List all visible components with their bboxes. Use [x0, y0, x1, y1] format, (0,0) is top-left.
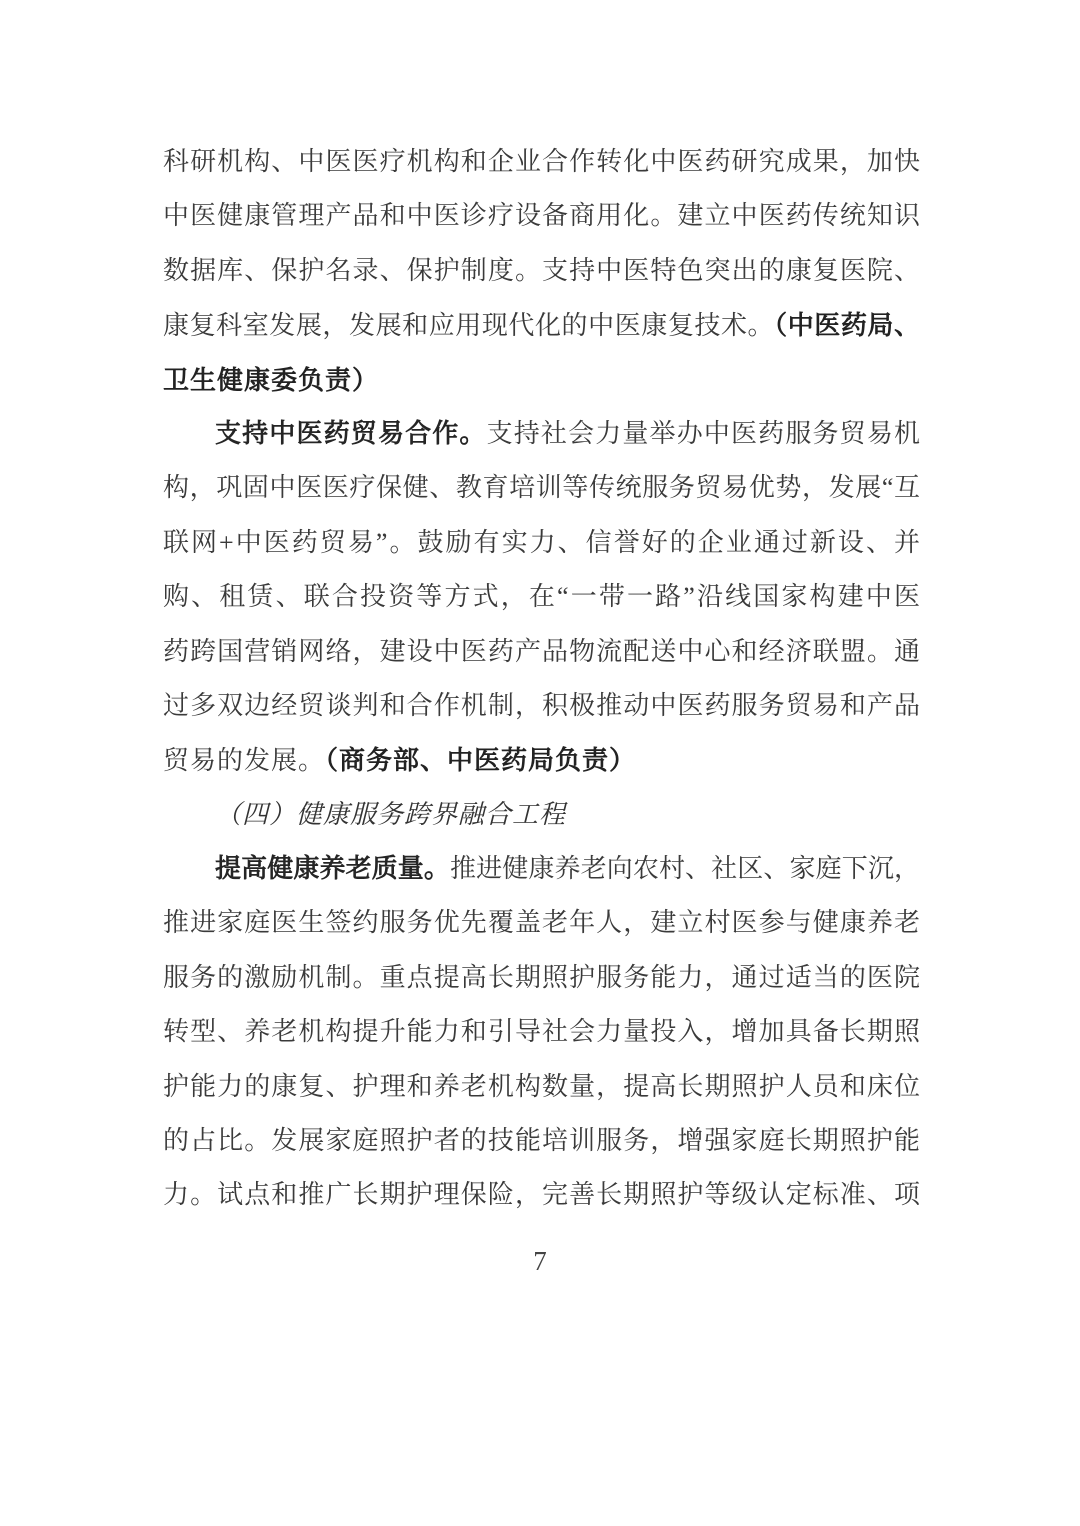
- body-text: 服务的激励机制。重点提高长期照护服务能力，通过适当的医院: [163, 962, 920, 992]
- body-text: 构，巩固中医医疗保健、教育培训等传统服务贸易优势，发展“互: [163, 473, 920, 503]
- text-line: [163, 733, 920, 787]
- text-line: [163, 570, 920, 624]
- text-line: [163, 951, 920, 1005]
- text-line: [163, 1005, 920, 1059]
- section-heading: [163, 788, 920, 842]
- body-text: 贸易的发展。: [163, 746, 326, 776]
- section-heading-text: （四）健康服务跨界融合工程: [215, 799, 567, 829]
- text-line: [163, 244, 920, 298]
- body-text: 科研机构、中医医疗机构和企业合作转化中医药研究成果，加快: [163, 147, 920, 176]
- body-text: 过多双边经贸谈判和合作机制，积极推动中医药服务贸易和产品: [163, 690, 920, 720]
- text-line: [163, 461, 920, 515]
- text-line: [163, 189, 920, 243]
- text-line: [163, 1168, 920, 1222]
- sentence-lead-text: 提高健康养老质量。: [215, 854, 451, 884]
- text-line: [163, 1060, 920, 1114]
- responsibility-label: 卫生健康委负责）: [163, 364, 380, 395]
- body-text: 中医健康管理产品和中医诊疗设备商用化。建立中医药传统知识: [163, 201, 920, 231]
- responsibility-label: （中医药局、: [774, 310, 920, 341]
- text-line: [163, 679, 920, 733]
- body-text: 推进健康养老向农村、社区、家庭下沉，: [450, 854, 920, 884]
- body-text: 的占比。发展家庭照护者的技能培训服务，增强家庭长期照护能: [163, 1126, 920, 1156]
- body-text: 支持社会力量举办中医药服务贸易机: [486, 418, 920, 448]
- body-text: 康复科室发展，发展和应用现代化的中医康复技术。: [163, 311, 775, 341]
- text-line: [163, 135, 920, 189]
- body-text: 联网+中医药贸易”。鼓励有实力、信誉好的企业通过新设、并: [163, 527, 920, 557]
- text-line: [163, 842, 920, 896]
- document-body: [163, 135, 920, 1223]
- text-line: [163, 896, 920, 950]
- text-line: [163, 516, 920, 570]
- responsibility-label: （商务部、中医药局负责）: [325, 745, 637, 776]
- body-text: 购、租赁、联合投资等方式，在“一带一路”沿线国家构建中医: [163, 582, 920, 612]
- text-line: [163, 1114, 920, 1168]
- text-line: [163, 353, 920, 407]
- text-line: [163, 298, 920, 352]
- body-text: 药跨国营销网络，建设中医药产品物流配送中心和经济联盟。通: [163, 636, 920, 666]
- body-text: 数据库、保护名录、保护制度。支持中医特色突出的康复医院、: [163, 255, 920, 285]
- text-line: [163, 407, 920, 461]
- body-text: 转型、养老机构提升能力和引导社会力量投入，增加具备长期照: [163, 1017, 920, 1047]
- body-text: 护能力的康复、护理和养老机构数量，提高长期照护人员和床位: [163, 1071, 920, 1101]
- body-text: 力。试点和推广长期护理保险，完善长期照护等级认定标准、项: [163, 1180, 920, 1210]
- body-text: 推进家庭医生签约服务优先覆盖老年人，建立村医参与健康养老: [163, 908, 920, 938]
- sentence-lead-text: 支持中医药贸易合作。: [215, 418, 487, 448]
- text-line: [163, 625, 920, 679]
- page-number: 7: [533, 1246, 547, 1276]
